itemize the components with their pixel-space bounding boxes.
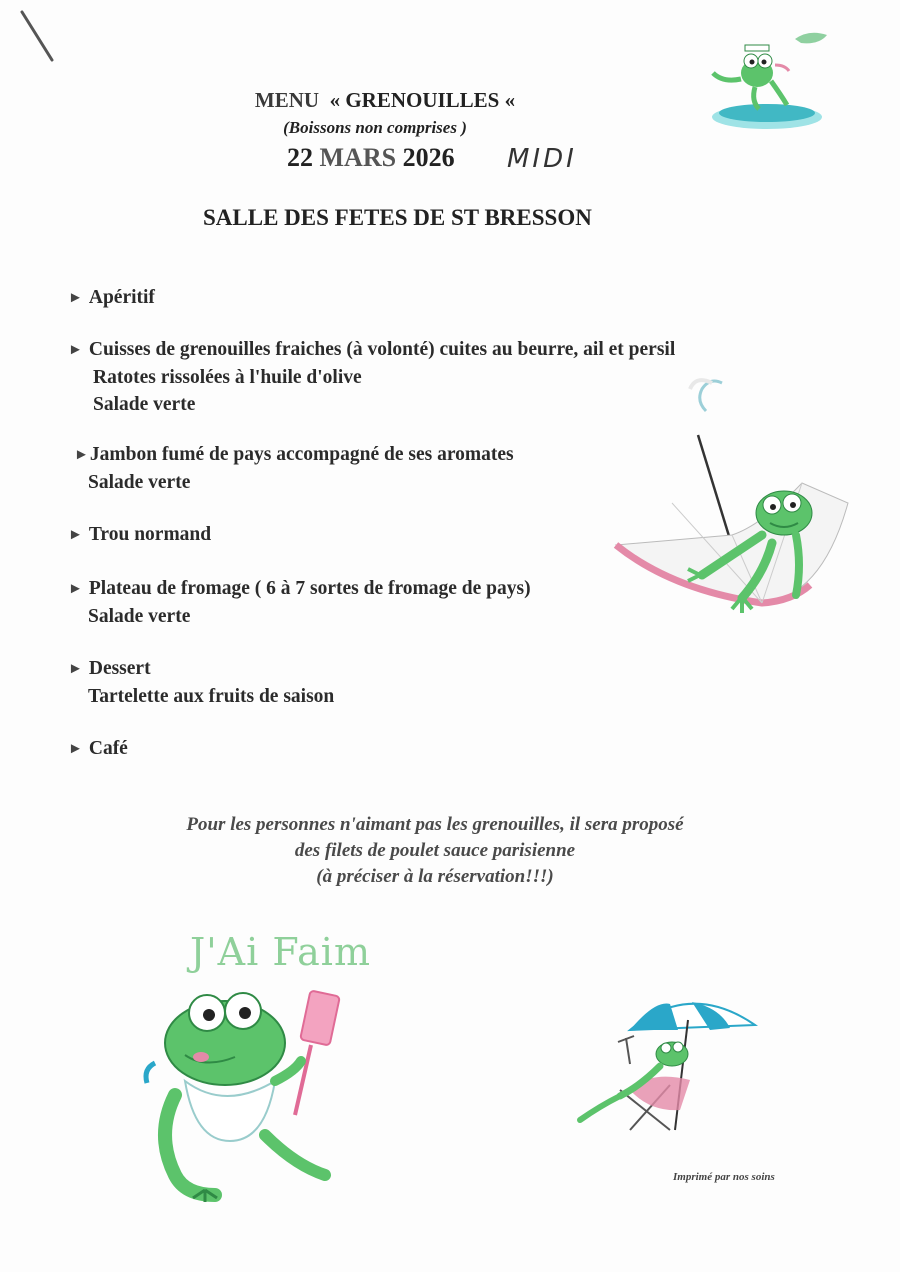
beach-frog-illustration [560, 990, 765, 1140]
menu-item-dessert [68, 658, 151, 680]
bullet-arrow-icon: ► [68, 527, 83, 543]
menu-item-title: Plateau de fromage ( 6 à 7 sortes de fromage de pays) [88, 578, 531, 599]
menu-item-jambon [74, 444, 514, 466]
hungry-frog-caption: J'Ai Faim [190, 930, 371, 974]
menu-item-detail: Ratotes rissolées à l'huile d'olive [93, 367, 362, 388]
menu-title [0, 88, 770, 113]
venue-title: SALLE DES FETES DE ST BRESSON [203, 205, 592, 230]
menu-item-fromage [68, 578, 531, 600]
handwritten-time: MIDI [507, 144, 577, 174]
alternative-note-line1: Pour les personnes n'aimant pas les grenouilles, il sera proposé [186, 814, 684, 835]
scan-mark [18, 8, 58, 68]
menu-item-cuisses [68, 339, 675, 361]
drinks-note [0, 118, 760, 138]
frog-lilypad-illustration [705, 25, 845, 135]
drinks-note-text: (Boissons non comprises ) [283, 118, 467, 137]
menu-item-detail: Salade verte [88, 606, 191, 627]
menu-item-title: Jambon fumé de pays accompagné de ses aromates [89, 444, 514, 465]
menu-label: MENU [254, 88, 320, 112]
menu-item-detail: Salade verte [93, 394, 196, 415]
hungry-frog-illustration [145, 985, 375, 1205]
bullet-arrow-icon: ► [68, 342, 83, 358]
menu-name: « GRENOUILLES « [329, 88, 516, 112]
menu-item-title: Apéritif [88, 287, 155, 308]
date-month: MARS [319, 143, 397, 172]
frog-umbrella-illustration [612, 375, 857, 645]
event-date [287, 143, 455, 173]
menu-item-cafe [68, 738, 128, 760]
date-year: 2026 [402, 143, 455, 172]
bullet-arrow-icon: ► [68, 290, 83, 306]
menu-item-aperitif [68, 287, 155, 309]
bullet-arrow-icon: ► [68, 581, 83, 597]
bullet-arrow-icon: ► [74, 447, 89, 463]
menu-item-detail: Salade verte [88, 472, 191, 493]
menu-item-trou-normand [68, 524, 211, 546]
bullet-arrow-icon: ► [68, 741, 83, 757]
menu-item-detail: Tartelette aux fruits de saison [88, 686, 335, 707]
menu-item-title: Cuisses de grenouilles fraiches (à volonté) cuites au beurre, ail et persil [88, 339, 676, 360]
alternative-note-line2: des filets de poulet sauce parisienne [294, 840, 576, 861]
menu-item-title: Café [88, 738, 128, 759]
menu-item-title: Trou normand [88, 524, 212, 545]
bullet-arrow-icon: ► [68, 661, 83, 677]
menu-item-title: Dessert [88, 658, 151, 679]
alternative-note-line3: (à préciser à la réservation!!!) [316, 866, 554, 887]
date-day: 22 [287, 143, 313, 172]
printed-by-note: Imprimé par nos soins [673, 1171, 775, 1183]
